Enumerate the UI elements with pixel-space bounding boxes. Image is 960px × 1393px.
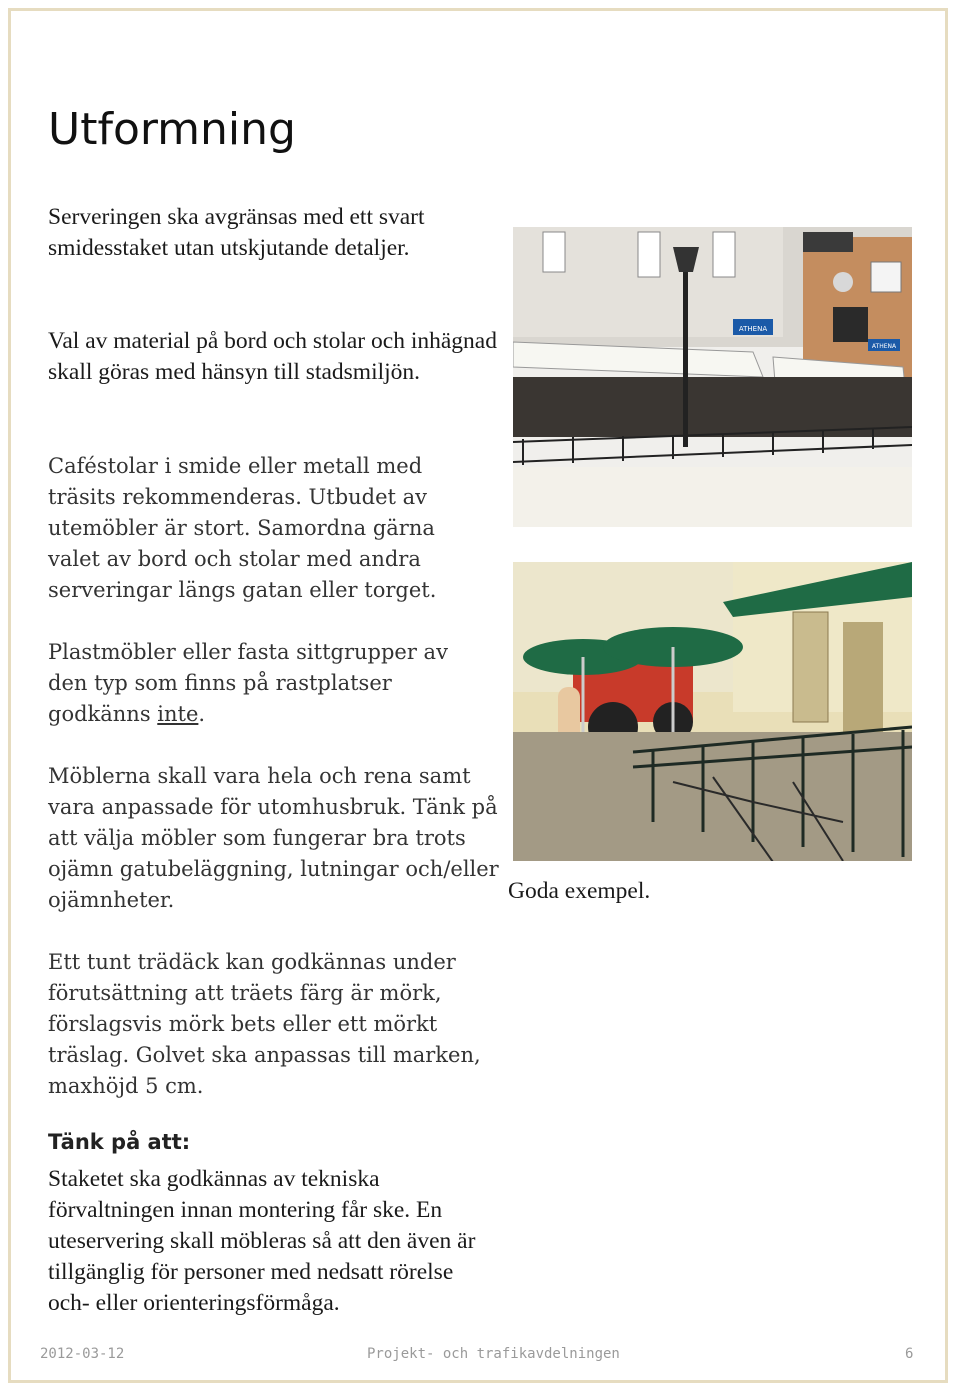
sign-athena-1: ATHENA (738, 325, 768, 333)
footer-date: 2012-03-12 (40, 1346, 125, 1362)
footer-page-number: 6 (905, 1346, 914, 1362)
paragraph-plastic-furniture (48, 637, 488, 730)
paragraph-wooden-deck: Ett tunt trädäck kan godkännas under förutsättning att träets färg är mörk, förslagsvis mörk bets eller ett mörkt träslag. Golvet ska anpassas till marken, maxhöjd 5 cm. (48, 950, 481, 1098)
paragraph-materials: Val av material på bord och stolar och inhägnad skall göras med hänsyn till stadsmiljön. (48, 328, 497, 385)
emphasis-not: inte (157, 702, 199, 726)
photo-street-cafe (513, 227, 912, 527)
paragraph-fence: Serveringen ska avgränsas med ett svart smidesstaket utan utskjutande detaljer. (48, 204, 425, 261)
paragraph-cafe-chairs: Caféstolar i smide eller metall med träsits rekommenderas. Utbudet av utemöbler är stort. Samordna gärna valet av bord och stolar med andra serveringar längs gatan eller torget. (48, 454, 437, 602)
paragraph-plastic-furniture-text: Plastmöbler eller fasta sittgrupper av den typ som finns på rastplatser godkänns (48, 640, 448, 726)
sign-athena-2: ATHENA (871, 343, 897, 350)
think-heading: Tänk på att: (48, 1130, 191, 1154)
photo-caption: Goda exempel. (508, 878, 651, 904)
paragraph-furniture-condition: Möblerna skall vara hela och rena samt vara anpassade för utomhusbruk. Tänk på att välja möbler som fungerar bra trots ojämn gatubeläggning, lutningar och/eller ojämnheter. (48, 764, 499, 912)
paragraph-plastic-furniture-end: . (198, 702, 206, 726)
photo-cafe-parasols (513, 562, 912, 861)
footer-department: Projekt- och trafikavdelningen (367, 1346, 620, 1362)
page-title: Utformning (48, 104, 296, 155)
think-text: Staketet ska godkännas av tekniska förvaltningen innan montering får ske. En uteservering skall möbleras så att den även är tillgänglig för personer med nedsatt rörelse och- eller orienteringsförmåga. (48, 1166, 476, 1316)
